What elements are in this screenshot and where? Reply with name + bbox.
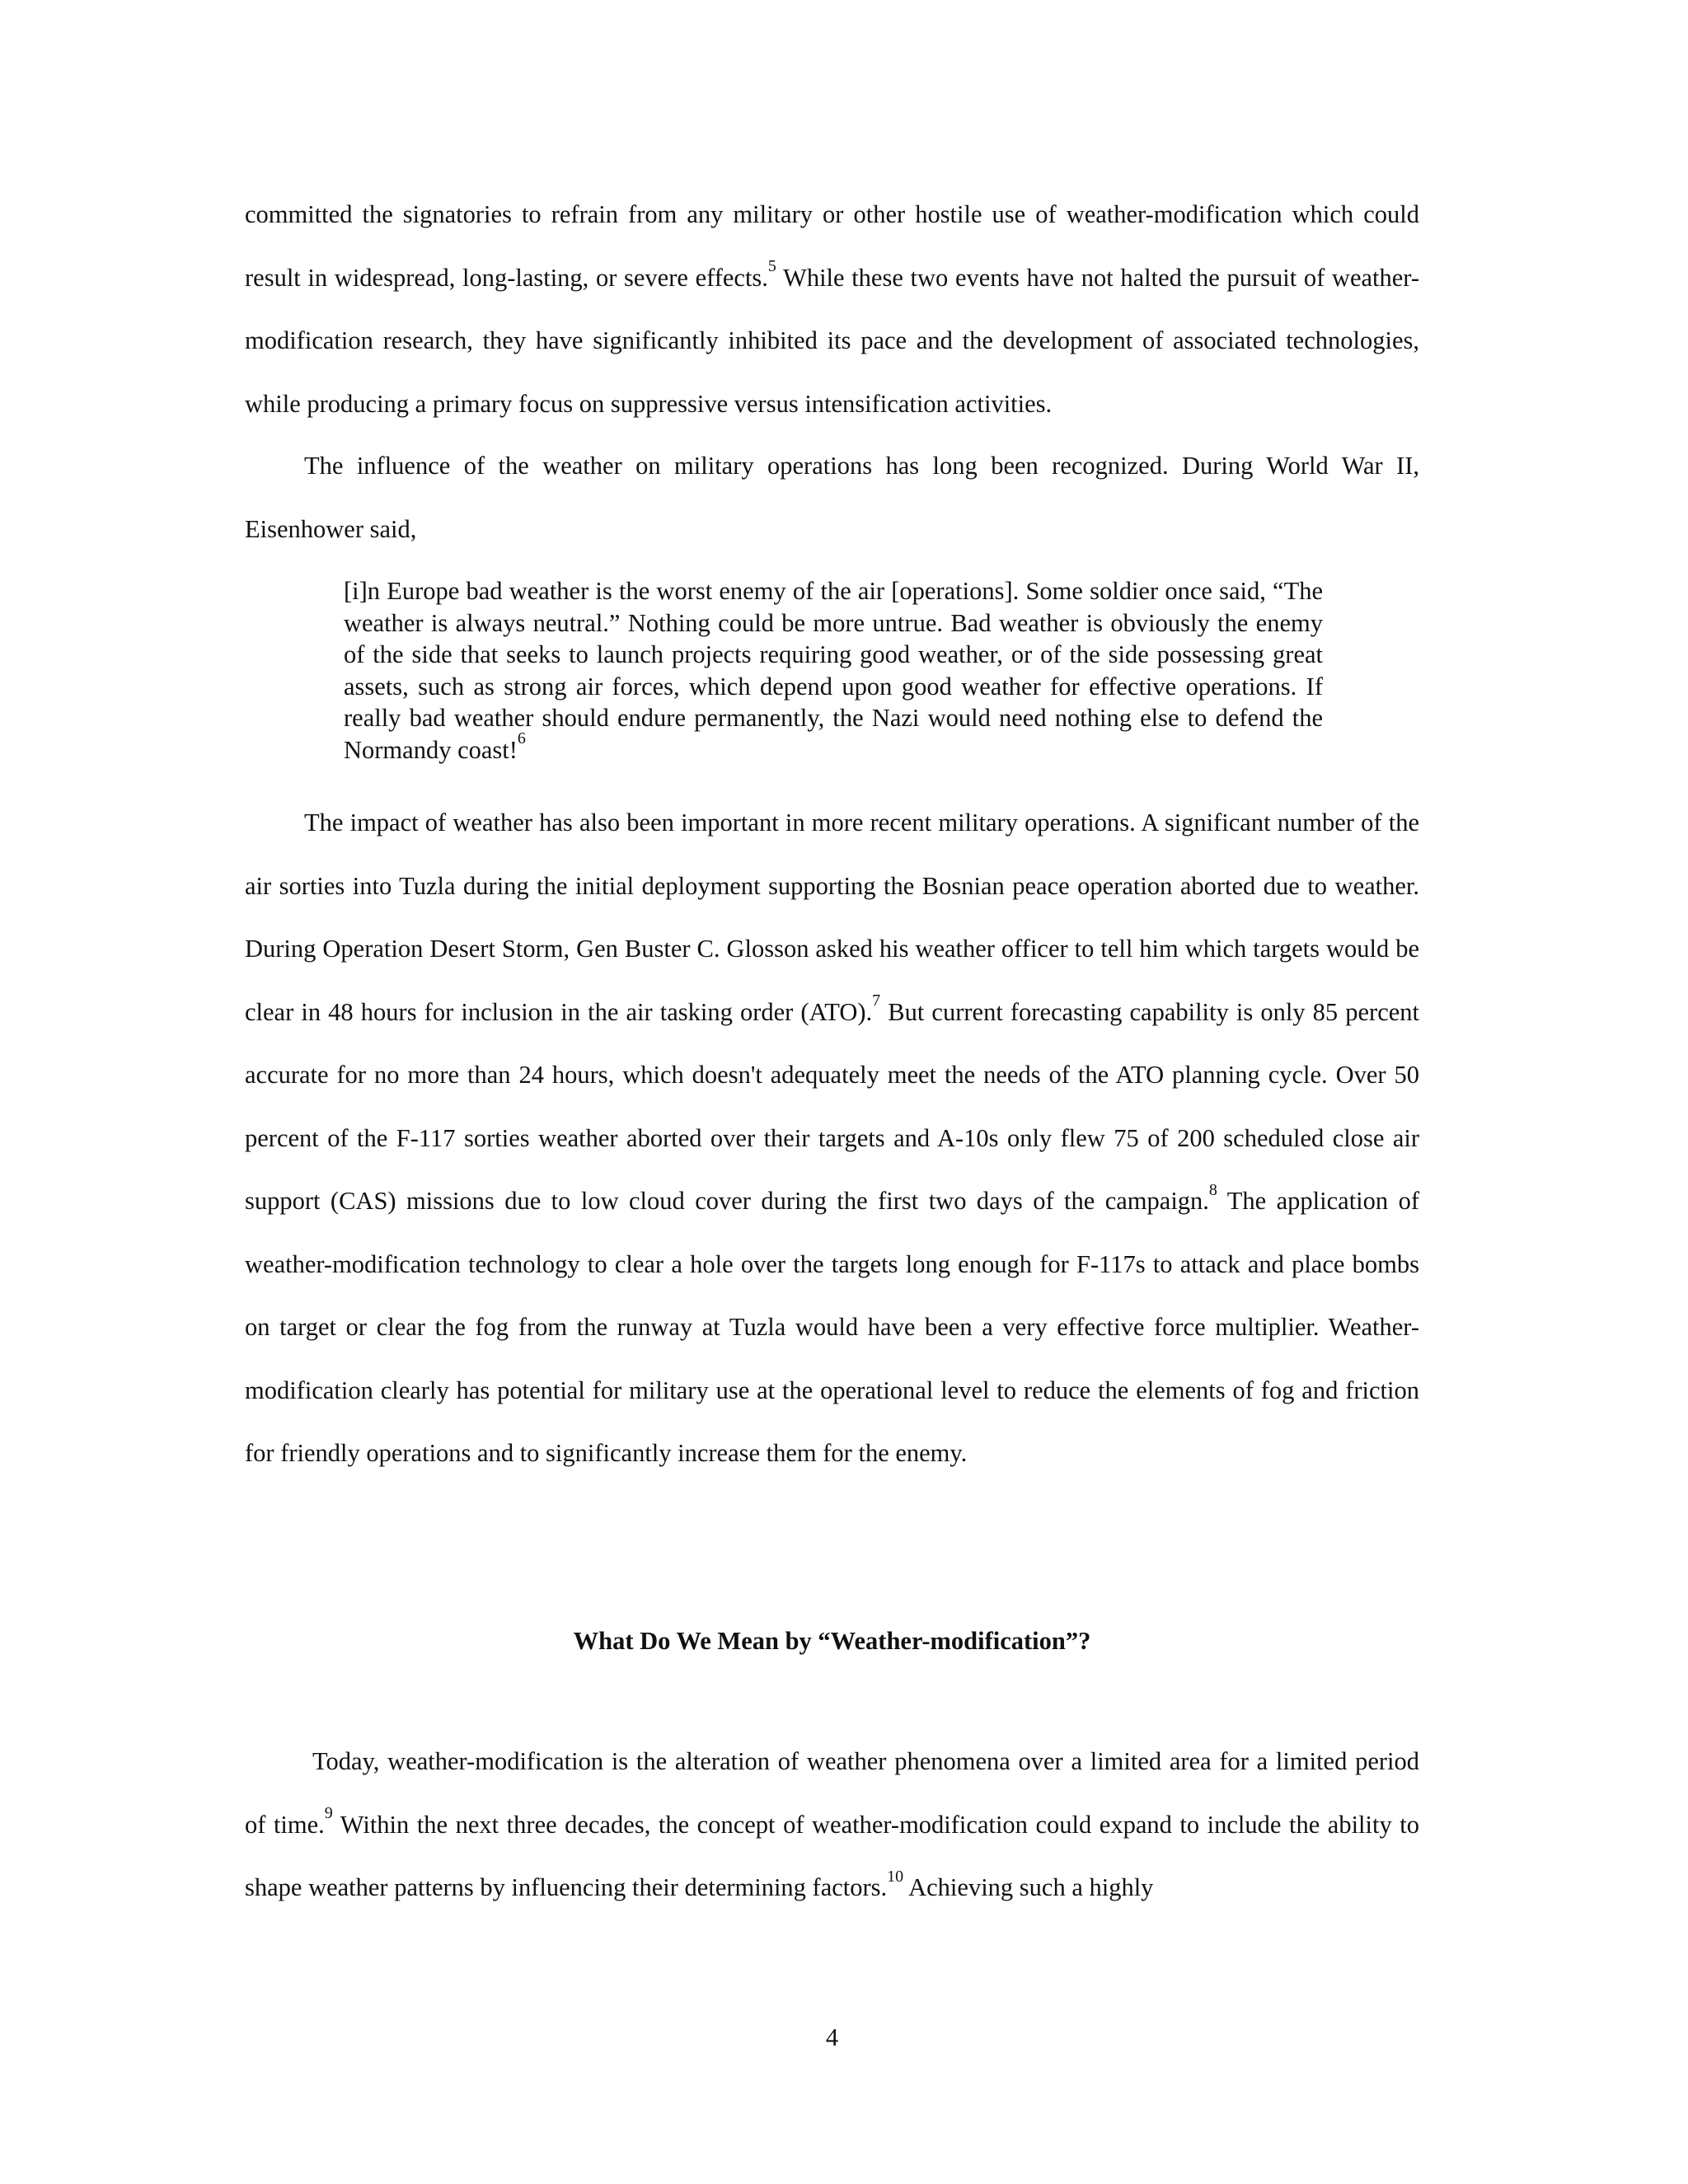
paragraph-definition bbox=[245, 1730, 1419, 1919]
section-heading: What Do We Mean by “Weather-modification”? bbox=[573, 1627, 1091, 1655]
paragraph-text: Today, weather-modification is the alteration of weather phenomena over a limited area for a limited period of time. bbox=[245, 1747, 1419, 1839]
paragraph-text: The influence of the weather on military operations has long been recognized. During World War II, Eisenhower said, bbox=[245, 452, 1419, 543]
paragraph-text: The application of weather-modification technology to clear a hole over the targets long enough for F-117s to attack and place bombs on target or clear the fog from the runway at Tuzla would have been a very effective force multiplier. Weather-modification clearly has potential for military use at the operational level to reduce the elements of fog and friction for friendly operations and to significantly increase them for the enemy. bbox=[245, 1187, 1419, 1467]
paragraph-weather-influence bbox=[245, 434, 1419, 560]
footnote-ref: 5 bbox=[767, 257, 776, 276]
paragraph-text: Achieving such a highly bbox=[903, 1873, 1154, 1901]
footnote-ref: 6 bbox=[517, 729, 526, 748]
paragraph-text: The impact of weather has also been important in more recent military operations. A significant number of the air sorties into Tuzla during the initial deployment supporting the Bosnian peace operation aborted due to weather. During Operation Desert Storm, Gen Buster C. Glosson asked his weather officer to tell him which targets would be clear in 48 hours for inclusion in the air tasking order (ATO). bbox=[245, 808, 1419, 1026]
footnote-ref: 9 bbox=[324, 1804, 333, 1823]
quote-text: [i]n Europe bad weather is the worst enemy of the air [operations]. Some soldier once said, “The weather is always neutral.” Nothing could be more untrue. Bad weather is obviously the enemy of the side that seeks to launch projects requiring good weather, or of the side possessing great assets, such as strong air forces, which depend upon good weather for effective operations. If really bad weather should endure permanently, the Nazi would need nothing else to defend the Normandy coast! bbox=[344, 577, 1323, 764]
paragraph-text: committed the signatories to refrain from any military or other hostile use of weather-modification which could result in widespread, long-lasting, or severe effects. bbox=[245, 200, 1419, 292]
paragraph-text: While these two events have not halted the pursuit of weather-modification research, they have significantly inhibited its pace and the development of associated technologies, while producing a primary focus on suppressive versus intensification activities. bbox=[245, 263, 1419, 418]
paragraph-recent-operations bbox=[245, 791, 1419, 1485]
footnote-ref: 7 bbox=[872, 991, 881, 1010]
paragraph-text: Within the next three decades, the concept of weather-modification could expand to include the ability to shape weather patterns by influencing their determining factors. bbox=[245, 1810, 1419, 1901]
paragraph-weather-treaty bbox=[245, 183, 1419, 435]
page-number: 4 bbox=[825, 2023, 839, 2051]
footnote-ref: 8 bbox=[1208, 1180, 1217, 1199]
paragraph-text: But current forecasting capability is only 85 percent accurate for no more than 24 hours, which doesn't adequately meet the needs of the ATO planning cycle. Over 50 percent of the F-117 sorties weather aborted over their targets and A-10s only flew 75 of 200 scheduled close air support (CAS) missions due to low cloud cover during the first two days of the campaign. bbox=[245, 997, 1419, 1215]
footnote-ref: 10 bbox=[887, 1867, 904, 1886]
eisenhower-quote bbox=[344, 575, 1323, 766]
